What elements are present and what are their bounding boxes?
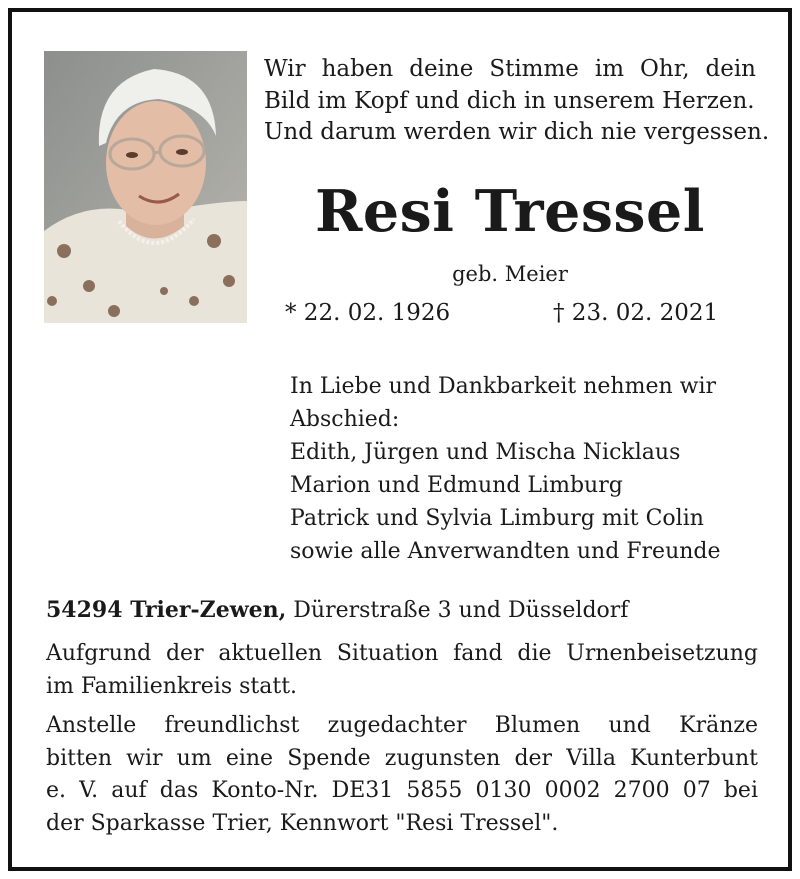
address-place: 54294 Trier-Zewen,: [46, 597, 287, 623]
notice-line: im Familienkreis statt.: [46, 673, 298, 699]
quote-line: Und darum werden wir dich nie vergessen.: [264, 119, 770, 145]
portrait-photo: [44, 51, 247, 323]
address-rest: Dürerstraße 3 und Düsseldorf: [286, 598, 629, 623]
notice-line: Aufgrund der aktuellen Situation fand die Urnenbeisetzung: [46, 641, 758, 666]
address-line: [46, 597, 758, 623]
memorial-quote: [264, 54, 770, 149]
birth-date: * 22. 02. 1926: [285, 300, 451, 326]
mourners-line: Abschied:: [290, 407, 400, 432]
donation-notice: [46, 710, 758, 840]
mourners-list: [290, 370, 760, 568]
notice-line: Anstelle freundlichst zugedachter Blumen und Kränze: [46, 713, 758, 738]
mourners-line: Marion und Edmund Limburg: [290, 473, 623, 498]
quote-line: Bild im Kopf und dich in unserem Herzen.: [264, 87, 755, 114]
quote-line: Wir haben deine Stimme im Ohr, dein: [264, 56, 756, 82]
notice-line: e. V. auf das Konto-Nr. DE31 5855 0130 0002 2700 07 bei: [46, 778, 758, 803]
burial-notice: [46, 638, 758, 703]
notice-line: bitten wir um eine Spende zugunsten der Villa Kunterbunt: [46, 745, 758, 771]
mourners-line: Patrick und Sylvia Limburg mit Colin: [290, 506, 704, 531]
mourners-line: Edith, Jürgen und Mischa Nicklaus: [290, 440, 681, 465]
death-date: † 23. 02. 2021: [553, 300, 719, 326]
deceased-name: Resi Tressel: [315, 178, 705, 245]
mourners-line: sowie alle Anverwandten und Freunde: [290, 539, 721, 564]
born-name: geb. Meier: [452, 262, 568, 286]
mourners-line: In Liebe und Dankbarkeit nehmen wir: [290, 374, 717, 399]
notice-line: der Sparkasse Trier, Kennwort "Resi Tressel".: [46, 810, 559, 836]
